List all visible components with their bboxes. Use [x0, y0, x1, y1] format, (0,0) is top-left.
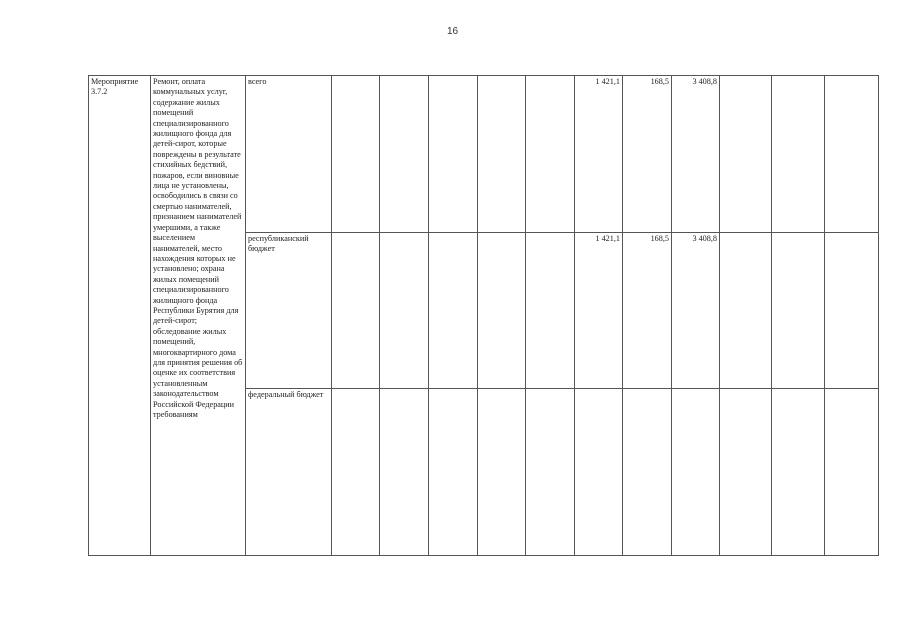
page-number: 16 [446, 26, 459, 37]
value-cell [575, 389, 623, 556]
value-cell [623, 389, 672, 556]
value-cell: 1 421,1 [575, 76, 623, 233]
value-cell [672, 389, 720, 556]
value-cell [772, 76, 825, 233]
value-cell [478, 233, 526, 389]
source-name-cell [246, 389, 332, 556]
source-name-cell [246, 76, 332, 233]
value-cell [478, 76, 526, 233]
event-label-cell [89, 76, 151, 556]
table-row-total [89, 76, 879, 233]
value-cell: 168,5 [623, 233, 672, 389]
source-name: всего [248, 77, 267, 86]
funding-table [88, 75, 879, 556]
value-cell: 168,5 [623, 76, 672, 233]
source-name: республиканский бюджет [248, 234, 309, 254]
value-cell [429, 233, 478, 389]
value-cell [526, 233, 575, 389]
value-cell [772, 233, 825, 389]
source-name-cell [246, 233, 332, 389]
value-cell [380, 233, 429, 389]
value-cell [332, 389, 380, 556]
value-cell [429, 389, 478, 556]
value-cell [478, 389, 526, 556]
event-description: Ремонт, оплата коммунальных услуг, содержание жилых помещений специализированного жилищного фонда для детей-сирот, которые повреждены в результате стихийных бедствий, пожаров, если виновные лица не установлены, освободились в связи со смертью нанимателей, признанием нанимателей умершими, а также выселением нанимателей, место нахождения которых не установлено; охрана жилых помещений специализированного жилищного фонда Республики Бурятия для детей-сирот; обследование жилых помещений, многоквартирного дома для принятия решения об оценке их соответствия установленным законодательством Российской Федерации требованиям [153, 77, 243, 419]
value-cell [825, 76, 879, 233]
value-cell [429, 76, 478, 233]
value-cell [720, 76, 772, 233]
source-name: федеральный бюджет [248, 390, 324, 399]
event-description-cell [151, 76, 246, 556]
value-cell [825, 233, 879, 389]
value-cell [772, 389, 825, 556]
value-cell: 3 408,8 [672, 233, 720, 389]
value-cell [720, 233, 772, 389]
value-cell [332, 233, 380, 389]
value-cell [825, 389, 879, 556]
value-cell [720, 389, 772, 556]
value-cell: 1 421,1 [575, 233, 623, 389]
value-cell [526, 389, 575, 556]
value-cell: 3 408,8 [672, 76, 720, 233]
value-cell [526, 76, 575, 233]
event-label: Мероприятие 3.7.2 [91, 77, 139, 97]
value-cell [332, 76, 380, 233]
value-cell [380, 76, 429, 233]
value-cell [380, 389, 429, 556]
